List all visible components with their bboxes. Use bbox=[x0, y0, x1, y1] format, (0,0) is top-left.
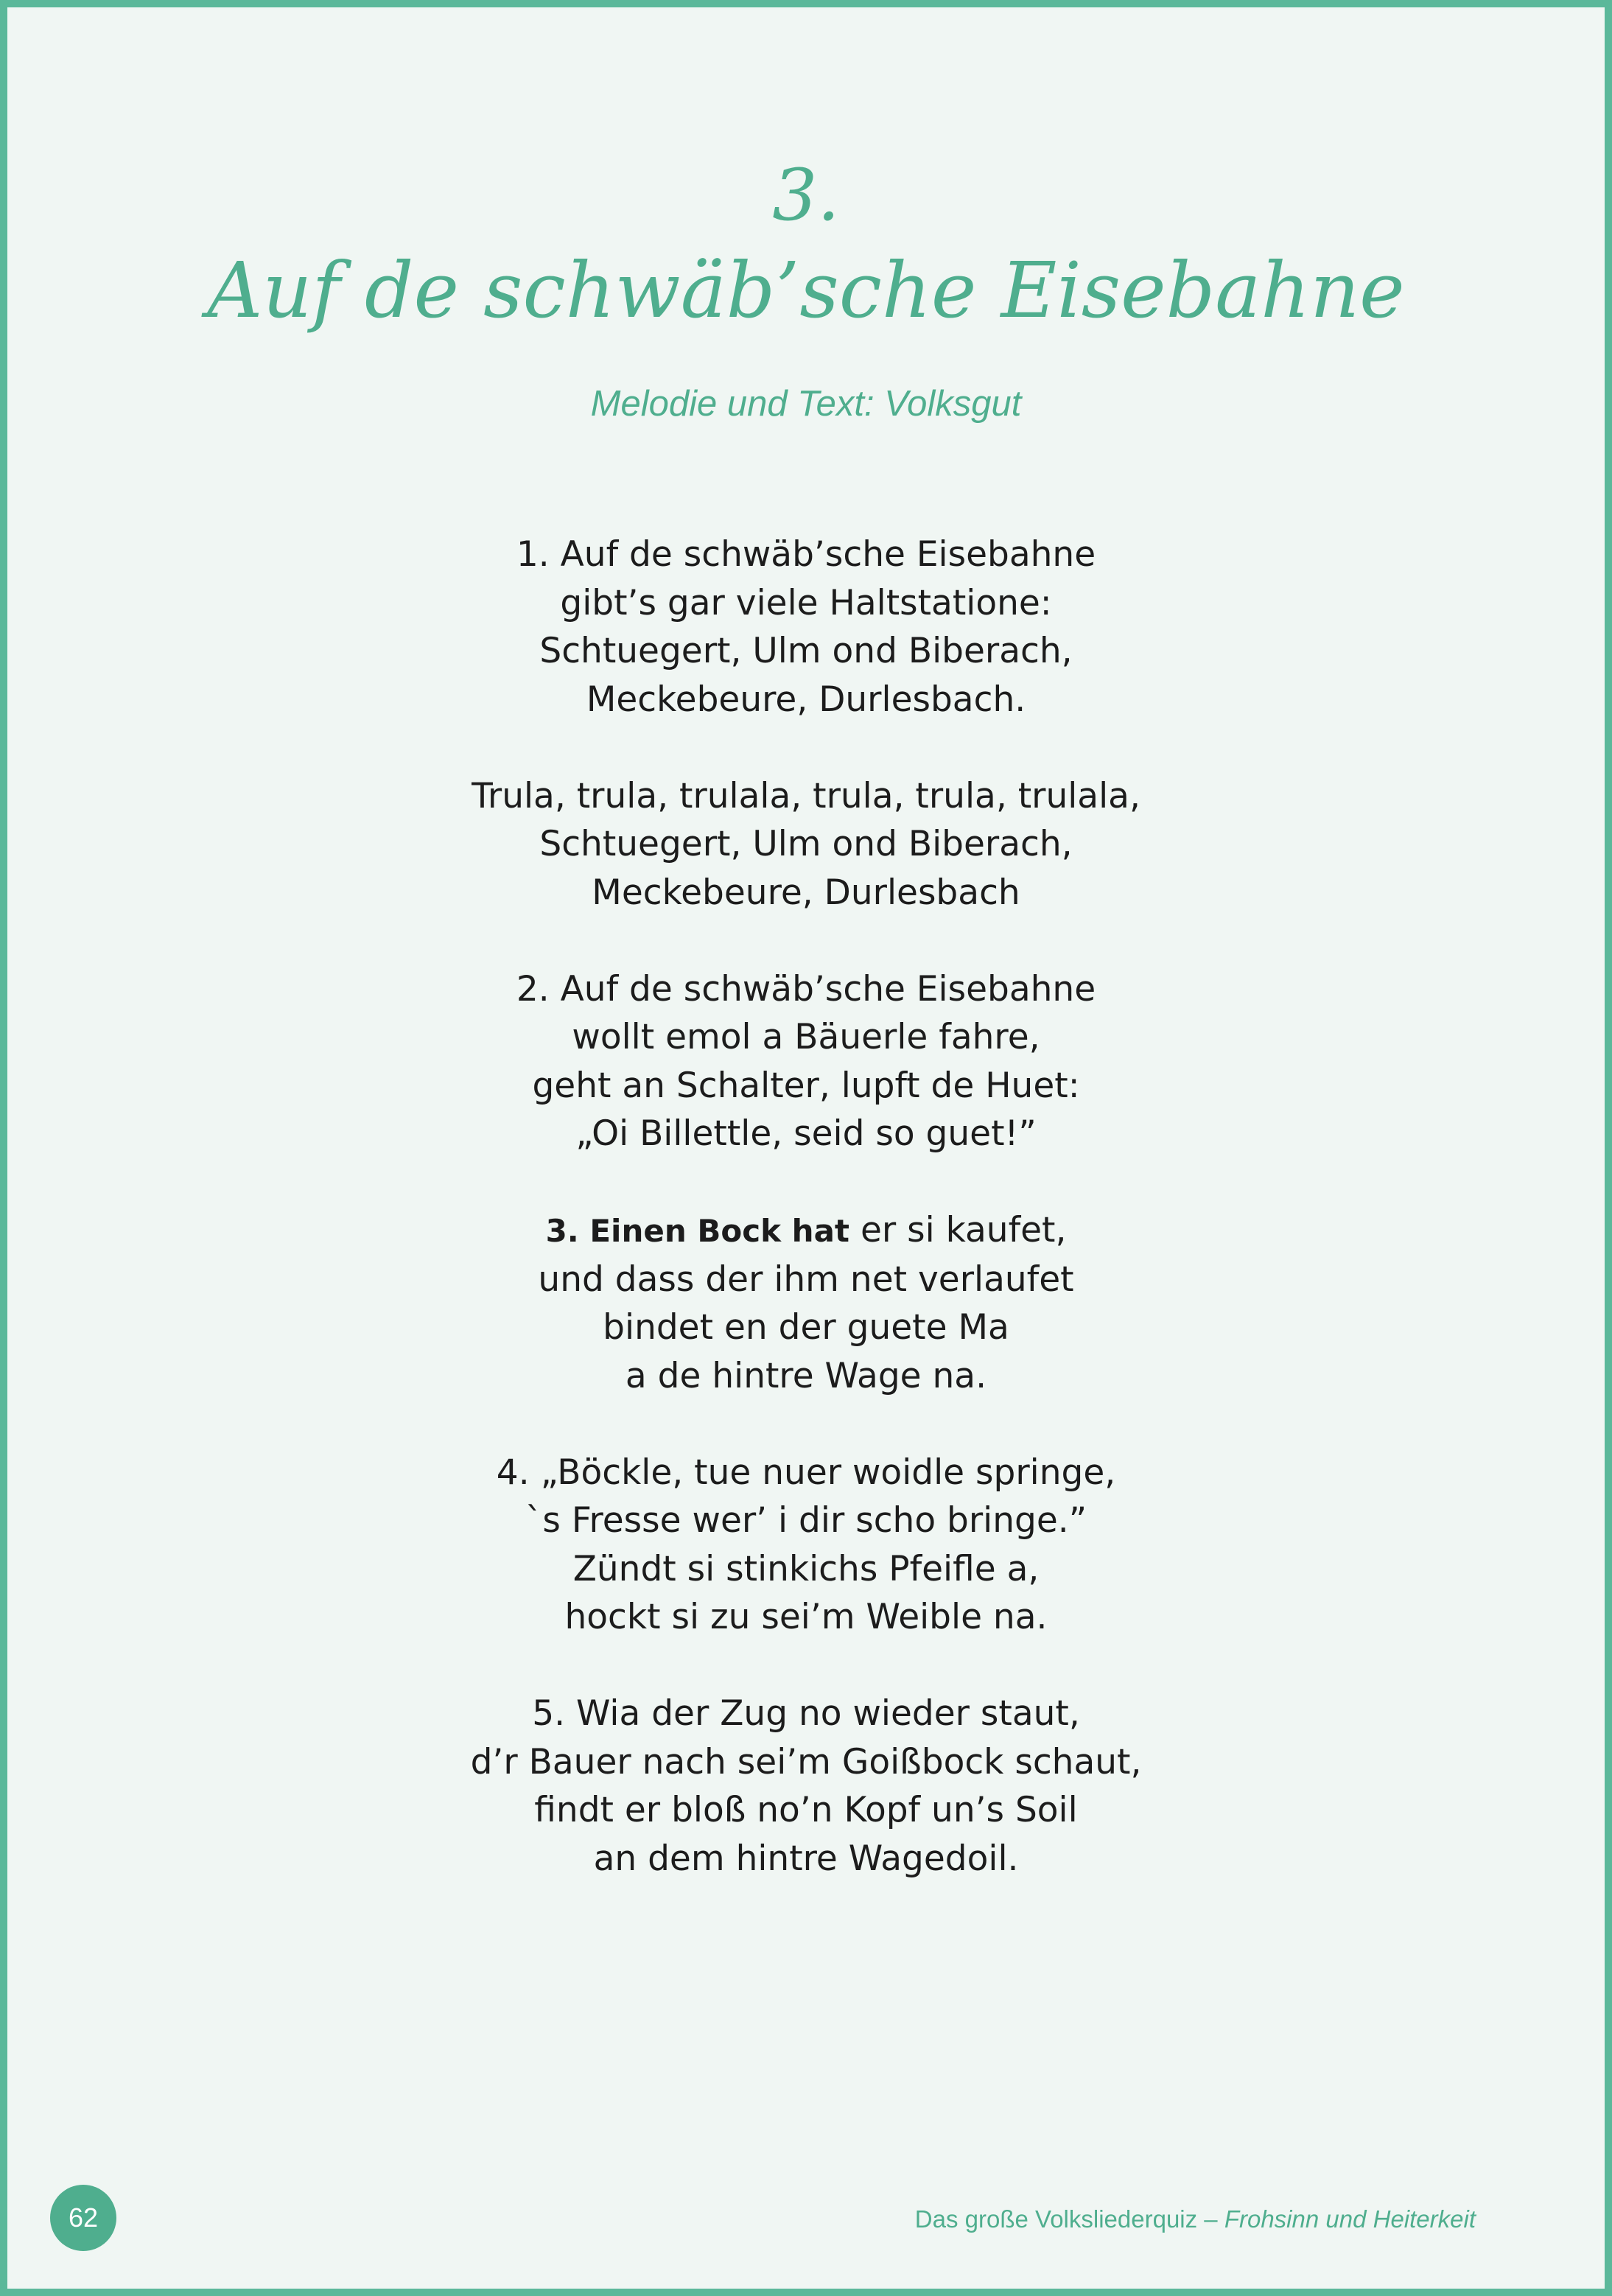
lyric-line: Meckebeure, Durlesbach. bbox=[586, 679, 1026, 720]
lyric-line: an dem hintre Wagedoil. bbox=[593, 1838, 1019, 1879]
footer-book-title bbox=[915, 2203, 1476, 2236]
song-number: 3. bbox=[772, 154, 840, 237]
lyric-line: gibt’s gar viele Haltstatione: bbox=[560, 582, 1052, 623]
lyric-line: „Oi Billettle, seid so guet!” bbox=[575, 1113, 1037, 1154]
lyric-line: geht an Schalter, lupft de Huet: bbox=[532, 1065, 1080, 1106]
lyric-line: Schtuegert, Ulm ond Biberach, bbox=[539, 824, 1073, 864]
lyric-line: 1. Auf de schwäb’sche Eisebahne bbox=[516, 534, 1096, 575]
lyric-line: d’r Bauer nach sei’m Goißbock schaut, bbox=[470, 1741, 1142, 1782]
stanza-5 bbox=[7, 1690, 1605, 1883]
lyric-line: 2. Auf de schwäb’sche Eisebahne bbox=[516, 968, 1096, 1009]
lyric-line-rest: er si kaufet, bbox=[849, 1210, 1067, 1250]
lyric-line: `s Fresse wer’ i dir scho bringe.” bbox=[525, 1500, 1087, 1541]
refrain bbox=[7, 772, 1605, 917]
book-subtitle: Frohsinn und Heiterkeit bbox=[1224, 2205, 1476, 2233]
lyric-line: bindet en der guete Ma bbox=[603, 1307, 1009, 1348]
lyric-line: 5. Wia der Zug no wieder staut, bbox=[532, 1693, 1080, 1734]
page-number-badge: 62 bbox=[50, 2185, 116, 2251]
stanza-2 bbox=[7, 965, 1605, 1158]
stanza-3 bbox=[7, 1206, 1605, 1400]
lyric-line: hockt si zu sei’m Weible na. bbox=[564, 1597, 1048, 1637]
lyric-line: 4. „Böckle, tue nuer woidle springe, bbox=[496, 1452, 1116, 1493]
lyric-line: findt er bloß no’n Kopf un’s Soil bbox=[534, 1790, 1078, 1830]
stanza-4 bbox=[7, 1449, 1605, 1642]
book-title: Das große Volksliederquiz – bbox=[914, 2205, 1224, 2233]
lyric-line: a de hintre Wage na. bbox=[625, 1355, 987, 1396]
lyric-line: wollt emol a Bäuerle fahre, bbox=[572, 1017, 1040, 1057]
stanza-1 bbox=[7, 531, 1605, 724]
lyric-line: Schtuegert, Ulm ond Biberach, bbox=[539, 631, 1073, 671]
lyric-line: Zündt si stinkichs Pfeifle a, bbox=[572, 1548, 1040, 1589]
lyric-line: Trula, trula, trulala, trula, trula, trulala, bbox=[472, 775, 1140, 816]
song-credits: Melodie und Text: Volksgut bbox=[590, 384, 1022, 424]
song-title: Auf de schwäb’sche Eisebahne bbox=[207, 245, 1405, 335]
lyric-line: und dass der ihm net verlaufet bbox=[538, 1259, 1074, 1300]
bold-lead: 3. Einen Bock hat bbox=[545, 1213, 849, 1249]
lyric-line bbox=[7, 1206, 1605, 1256]
lyrics bbox=[7, 531, 1605, 1931]
song-heading bbox=[7, 147, 1605, 342]
lyric-line: Meckebeure, Durlesbach bbox=[592, 872, 1020, 913]
